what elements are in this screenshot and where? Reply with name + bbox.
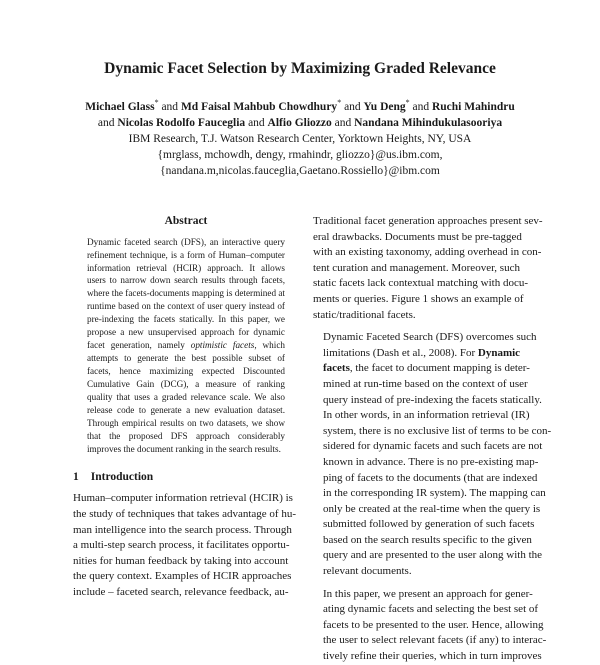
author-sep: and	[161, 100, 179, 113]
text-line: facets to be presented to the user. Hence, allowing	[323, 618, 544, 631]
author-line-2	[30, 115, 570, 131]
author-sep: and	[334, 116, 352, 129]
author-name: Nicolas Rodolfo Fauceglia	[117, 116, 246, 129]
text-line: query instead of pre-indexing the facets statically.	[323, 393, 542, 406]
paragraph-dynamic-faceted-search	[313, 330, 552, 580]
text-line: only be created at the real-time when the query is	[323, 502, 541, 515]
text-line: ating dynamic facets and selecting the best set of	[323, 603, 539, 616]
text-line	[313, 346, 531, 362]
text-line: sidered for dynamic facets and such facets are not	[323, 440, 543, 453]
text-line: static/traditional facets.	[313, 308, 416, 321]
author-sep: and	[97, 116, 115, 129]
abstract-heading: Abstract	[164, 215, 208, 227]
text-line: known in advance. There is no pre-existing map-	[323, 455, 539, 468]
right-column	[313, 214, 552, 665]
text-line: mined at run-time based on the context of user	[323, 377, 528, 390]
text-line: tent curation and management. Moreover, such	[313, 261, 520, 274]
author-line-1	[30, 95, 570, 115]
author-block	[30, 95, 570, 179]
asterisk-mark: *	[337, 98, 342, 107]
abstract-part: , which attempts to generate the best possible subset of facets, hence maximizing expected Discounted Cumulative Gain (DCG), a measure of ranking quality that uses a graded relevance scale. We also release code to generate a new evaluation dataset. Through empirical results on two datasets, we show that the proposed DFS approach considerably improves the document ranking in the search results.	[87, 340, 285, 454]
author-sep: and	[248, 116, 265, 129]
paragraph-in-this-paper	[313, 587, 547, 665]
text-line: tively refine their queries, which in turn improves	[323, 650, 542, 663]
bold-term: facets	[323, 362, 350, 375]
author-name: Alfio Gliozzo	[267, 116, 332, 129]
text-line: relevant documents.	[323, 565, 412, 578]
paragraph-traditional-facets	[313, 214, 543, 323]
text-line: system, there is no exclusive list of terms to be con-	[323, 424, 552, 437]
text-line: the user to select relevant facets (if any) to interac-	[323, 634, 547, 647]
section-heading-introduction	[73, 470, 299, 486]
text-line: the study of techniques that takes advantage of hu-	[73, 507, 296, 520]
text-line	[313, 361, 531, 377]
text-line: nities for human feedback by taking into account	[73, 554, 289, 567]
section-number: 1	[73, 470, 79, 483]
text-line: submitted followed by generation of such facets	[323, 518, 535, 531]
asterisk-mark: *	[154, 98, 159, 107]
text-line: a multi-step search process, it facilitates opportu-	[73, 539, 290, 552]
author-name: Md Faisal Mahbub Chowdhury	[180, 100, 338, 113]
author-sep: and	[412, 100, 430, 113]
author-name: Yu Deng	[363, 100, 406, 113]
abstract-text	[87, 236, 285, 456]
text-line: the query context. Examples of HCIR approaches	[73, 570, 292, 583]
author-name: Nandana Mihindukulasooriya	[354, 116, 503, 129]
author-sep: and	[344, 100, 361, 113]
text-line: based on the search results specific to the given	[323, 533, 532, 546]
paper-title: Dynamic Facet Selection by Maximizing Graded Relevance	[104, 60, 496, 77]
intro-paragraph	[73, 491, 299, 600]
abstract-part: Dynamic faceted search (DFS), an interactive query refinement technique, is a form of Human–computer information retrieval (HCIR) approach. It allows users to narrow down search results through facets, where the facets-documents mapping is determined at runtime based on the context of user query instead of pre-indexing the facets statically. In this paper, we propose a new unsupervised approach for dynamic facet generation, namely	[87, 236, 285, 351]
text-line: eral drawbacks. Documents must be pre-tagged	[313, 230, 522, 243]
author-name: Michael Glass	[85, 100, 155, 113]
email-line-1: {mrglass, mchowdh, dengy, rmahindr, gliozzo}@us.ibm.com,	[157, 148, 443, 161]
text-line: ments or queries. Figure 1 shows an example of	[313, 292, 524, 305]
author-name: Ruchi Mahindru	[431, 100, 515, 113]
affiliation: IBM Research, T.J. Watson Research Center, Yorktown Heights, NY, USA	[128, 132, 472, 145]
text-line: static facets lack contextual matching with docu-	[313, 277, 529, 290]
text-line: include – faceted search, relevance feedback, au-	[73, 585, 289, 598]
text-span: , the facet to document mapping is deter-	[349, 362, 530, 375]
text-line: with an existing taxonomy, adding overhead in con-	[313, 246, 542, 259]
bold-term: Dynamic	[477, 346, 521, 359]
text-line: In other words, in an information retrieval (IR)	[323, 409, 530, 422]
section-title: Introduction	[90, 470, 154, 483]
text-line: ping of facets to the documents (that are indexed	[323, 471, 538, 484]
text-line: Traditional facet generation approaches present sev-	[313, 215, 543, 227]
abstract-emphasis: optimistic facets	[190, 340, 255, 351]
text-line: Human–computer information retrieval (HCIR) is	[73, 492, 293, 505]
text-span: limitations (Dash et al., 2008). For	[323, 346, 476, 359]
email-line-2: {nandana.m,nicolas.fauceglia,Gaetano.Rossiello}@ibm.com	[160, 164, 440, 177]
text-line: in the corresponding IR system). The mapping can	[323, 487, 546, 500]
asterisk-mark: *	[405, 98, 410, 107]
text-line: Dynamic Faceted Search (DFS) overcomes such	[323, 331, 537, 344]
text-line: man intelligence into the search process. Through	[73, 523, 292, 536]
text-line: In this paper, we present an approach for gener-	[323, 587, 533, 600]
text-line: query and are presented to the user along with the	[323, 549, 543, 562]
left-column	[73, 214, 299, 601]
